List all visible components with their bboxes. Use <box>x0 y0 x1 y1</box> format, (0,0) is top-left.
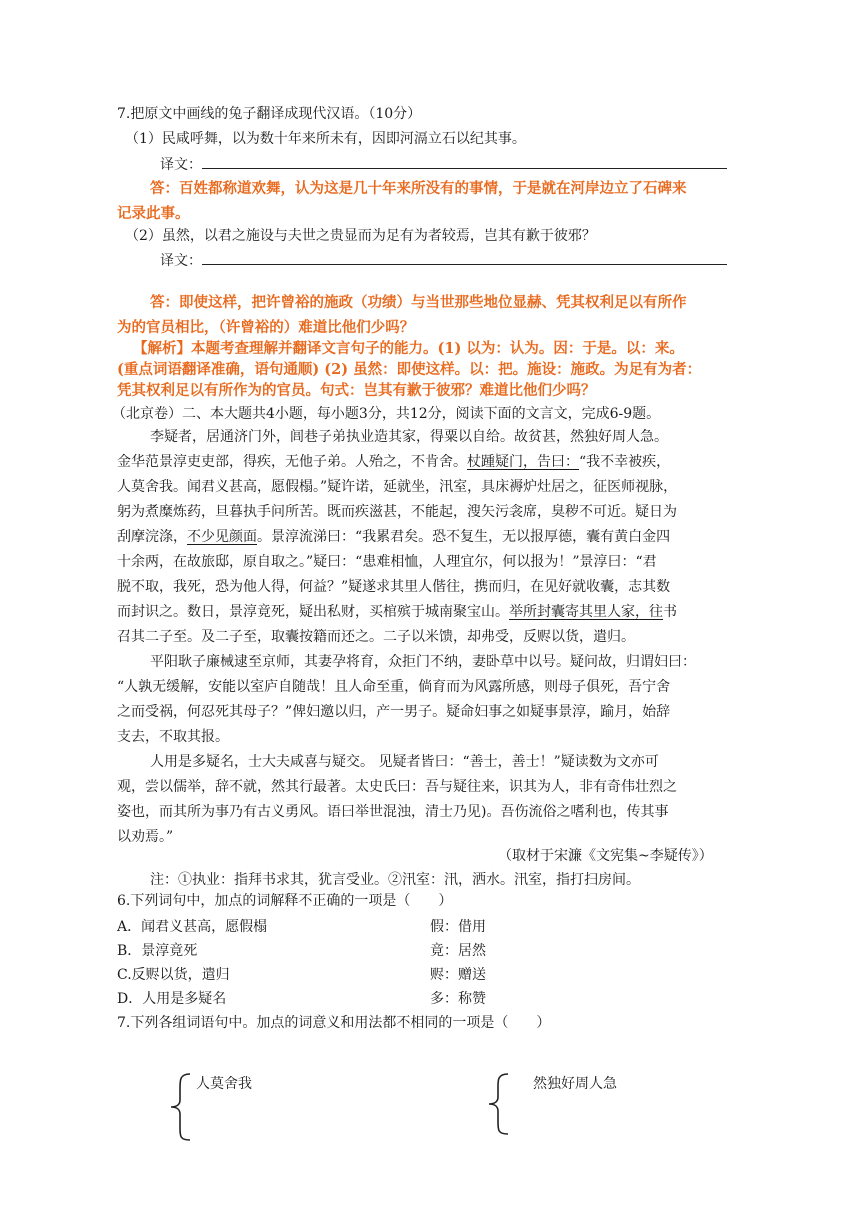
underlined-sentence: 杖踵疑门，告曰： <box>467 454 579 470</box>
option-d-gloss: 多：称赞 <box>430 991 486 1007</box>
passage-line: 脱不取，我死，恐为他人得，何益？”疑遂求其里人偕往，携而归，在见好就收囊，志其数 <box>117 579 671 595</box>
passage-line: 观，尝以儒举，辞不就，然其行最著。太史氏曰：吾与疑往来，识其为人，非有奇伟壮烈之 <box>117 779 677 795</box>
passage-note: 注：①执业：指拜书求其，犹言受业。②汛室：汛，洒水。汛室，指打扫房间。 <box>150 872 640 888</box>
passage-line: 平阳耿子廉械逮至京师，其妻孕将育，众拒门不纳，妻卧草中以号。疑问故，归谓妇曰： <box>150 654 696 670</box>
option-c-text: C.反赆以货，遣归 <box>117 967 230 983</box>
question-7-title: 7.把原文中画线的兔子翻译成现代汉语。（10分） <box>117 106 422 122</box>
passage-line: 刮摩浣涤，不少见颜面。景淳流涕曰：“我累君矣。恐不复生，无以报厚德，囊有黄白金四 <box>117 529 671 545</box>
passage-line: 姿也，而其所为事乃有古义勇风。语曰举世混浊，清士乃见)。吾伤流俗之嗜利也，传其事 <box>117 804 669 820</box>
answer-1-line-1: 答：百姓都称道欢舞，认为这是几十年来所没有的事情，于是就在河岸边立了石碑来 <box>150 180 687 197</box>
passage-line: 支去，不取其报。 <box>117 729 229 745</box>
section-intro: （北京卷）二、本大题共4小题，每小题3分，共12分，阅读下面的文言文，完成6-9题。 <box>112 406 661 422</box>
answer-blank <box>202 250 727 265</box>
question-7-2: （2）虽然，以君之施设与夫世之贵显而为足有为者较焉，岂其有歉于彼邪？ <box>125 228 596 244</box>
passage-line: 躬为煮糜炼药，旦暮执手问所苦。既而疾滋甚，不能起，溲矢污衾席，臭秽不可近。疑日为 <box>117 504 677 520</box>
translation-line-1 <box>160 154 727 175</box>
passage-line: 而封识之。数日，景淳竟死，疑出私财，买棺殡于城南聚宝山。举所封囊寄其里人家，往书 <box>117 604 677 620</box>
answer-1-line-2: 记录此事。 <box>117 205 190 222</box>
question-7b-stem: 7.下列各组词语句中。加点的词意义和用法都不相同的一项是（ ） <box>117 1015 551 1031</box>
passage-line: 人用是多疑名，士大夫咸喜与疑交。 见疑者皆曰：“善士，善士！”疑读数为文亦可 <box>150 754 659 770</box>
question-6-stem: 6.下列词句中，加点的词解释不正确的一项是（ ） <box>117 893 453 909</box>
answer-2-line-1: 答：即使这样，把许曾裕的施政（功绩）与当世那些地位显赫、凭其权利足以有所作 <box>150 294 687 311</box>
passage-line: 金华范景淳吏吏部，得疾，无他子弟。人殆之，不肯舍。杖踵疑门，告曰：“我不幸被疾， <box>117 454 671 470</box>
translation-label: 译文： <box>160 157 202 173</box>
right-brace <box>486 1072 512 1136</box>
passage-line: 人莫舍我。闻君义甚高，愿假榻。”疑许诺，延就坐，汛室，具床褥炉灶居之，征医师视脉， <box>117 479 678 495</box>
passage-line: 之而受祸，何忍死其母子？”俾妇邀以归，产一男子。疑命妇事之如疑事景淳，踰月，始辞 <box>117 704 671 720</box>
translation-line-2 <box>160 250 727 271</box>
passage-line: “人孰无缓解，安能以室庐自随哉！且人命至重，倘育而为风露所感，则母子俱死，吾宁舍 <box>117 679 671 695</box>
analysis-line-2: (重点词语翻译准确，语句通顺) (2) 虽然：即使这样。以：把。施设：施政。为足有为者： <box>117 361 702 378</box>
passage-line: 召其二子至。及二子至，取囊按籍而还之。二子以米馈，却弗受，反赆以货，遣归。 <box>117 629 635 645</box>
option-d-text: D．人用是多疑名 <box>117 991 227 1007</box>
option-b-gloss: 竟：居然 <box>430 943 486 959</box>
passage-line: 李疑者，居通济门外，闾巷子弟执业造其家，得粟以自给。故贫甚，然独好周人急。 <box>150 429 668 445</box>
analysis-line-3: 凭其权利足以有所作为的官员。句式：岂其有歉于彼邪？难道比他们少吗？ <box>117 382 596 399</box>
underlined-sentence: 不少见颜面 <box>187 529 257 545</box>
passage-line: 以劝焉。” <box>117 829 174 845</box>
option-b-text: B．景淳竟死 <box>117 943 198 959</box>
brace-right-text: 然独好周人急 <box>533 1076 617 1092</box>
passage-source: （取材于宋濂《文宪集~李疑传》） <box>498 848 713 864</box>
answer-blank <box>202 154 727 169</box>
analysis-line-1: 【解析】本题考查理解并翻译文言句子的能力。(1) 以为：认为。因：于是。以：来。 <box>133 340 684 357</box>
underlined-sentence: 举所封囊寄其里人家，往 <box>509 604 663 620</box>
option-a-text: A．闻君义甚高，愿假榻 <box>117 919 268 935</box>
translation-label: 译文： <box>160 253 202 269</box>
option-a-gloss: 假：借用 <box>430 919 486 935</box>
left-brace <box>168 1072 194 1142</box>
answer-2-line-2: 为的官员相比，（许曾裕的）难道比他们少吗？ <box>117 319 415 336</box>
brace-left-text: 人莫舍我 <box>196 1076 252 1092</box>
passage-line: 十余两，在故旅邸，原自取之。”疑曰：“患难相恤，人理宜尔，何以报为！”景淳曰：“君 <box>117 554 657 570</box>
option-c-gloss: 赆：赠送 <box>430 967 486 983</box>
question-7-1: （1）民咸呼舞，以为数十年来所未有，因即河滆立石以纪其事。 <box>125 131 526 147</box>
